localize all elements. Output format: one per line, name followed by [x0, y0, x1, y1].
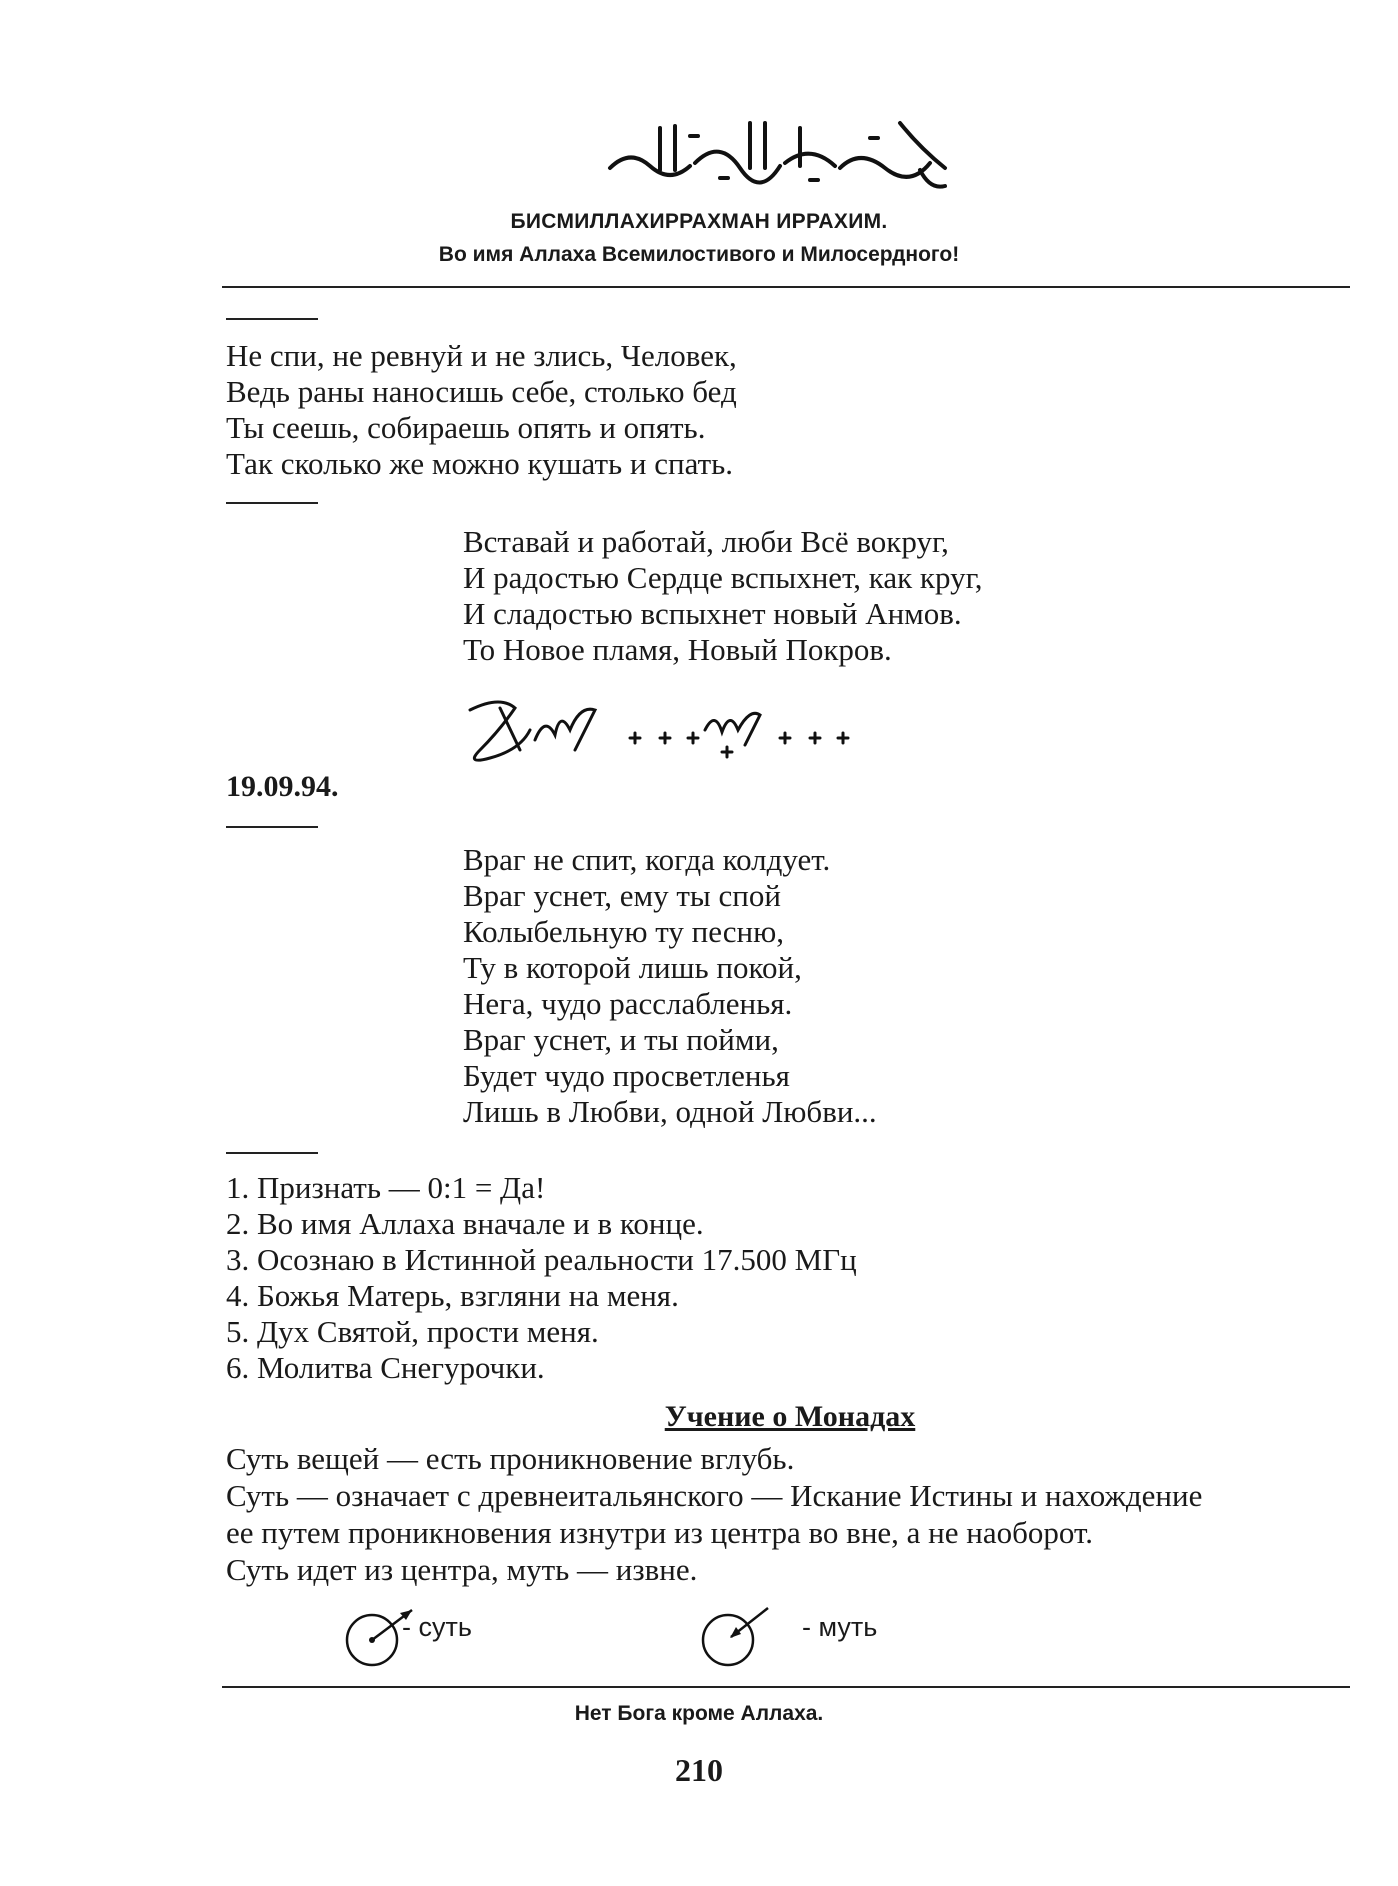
verse-line: То Новое пламя, Новый Покров.	[463, 632, 892, 667]
verse-line: И радостью Сердце вспыхнет, как круг,	[463, 560, 983, 595]
section-heading-text: Учение о Монадах	[664, 1400, 916, 1433]
paragraph-line: Суть идет из центра, муть — извне.	[226, 1552, 698, 1587]
footer-divider	[222, 1686, 1350, 1688]
bismillah-calligraphy	[600, 108, 960, 200]
stanza-3	[463, 842, 877, 1130]
verse-line: Враг уснет, ему ты спой	[463, 878, 781, 913]
sut-label: - суть	[402, 1612, 472, 1642]
mut-symbol-icon	[696, 1600, 776, 1670]
verse-line: Враг не спит, когда колдует.	[463, 842, 831, 877]
verse-line: Будет чудо просветленья	[463, 1058, 790, 1093]
stanza-1	[226, 338, 737, 482]
stanza-separator	[226, 1152, 318, 1154]
footer-text: Нет Бога кроме Аллаха.	[574, 1702, 824, 1725]
mut-label: - муть	[802, 1612, 878, 1642]
stanza-2	[463, 524, 983, 668]
list-item: 3. Осознаю в Истинной реальности 17.500 МГц	[226, 1242, 857, 1277]
verse-line: Враг уснет, и ты пойми,	[463, 1022, 779, 1057]
list-item: 5. Дух Святой, прости меня.	[226, 1314, 599, 1349]
header-title: БИСМИЛЛАХИРРАХМАН ИРРАХИМ.	[510, 210, 888, 233]
numbered-list	[226, 1170, 857, 1386]
verse-line: Не спи, не ревнуй и не злись, Человек,	[226, 338, 737, 373]
entry-date: 19.09.94.	[226, 770, 339, 803]
list-item: 1. Признать — 0:1 = Да!	[226, 1170, 546, 1205]
paragraph-line: Суть вещей — есть проникновение вглубь.	[226, 1441, 795, 1476]
stanza-separator	[226, 826, 318, 828]
stanza-separator	[226, 318, 318, 320]
verse-line: Ты сеешь, собираешь опять и опять.	[226, 410, 706, 445]
verse-line: Лишь в Любви, одной Любви...	[463, 1094, 877, 1129]
section-heading	[0, 1400, 1398, 1434]
verse-line: Вставай и работай, люби Всё вокруг,	[463, 524, 949, 559]
list-item: 2. Во имя Аллаха вначале и в конце.	[226, 1206, 704, 1241]
verse-line: Ведь раны наносишь себе, столько бед	[226, 374, 737, 409]
verse-line: Ту в которой лишь покой,	[463, 950, 802, 985]
page-number: 210	[675, 1752, 723, 1788]
list-item: 4. Божья Матерь, взгляни на меня.	[226, 1278, 679, 1313]
paragraph-line: Суть — означает с древнеитальянского — Искание Истины и нахождение	[226, 1478, 1203, 1513]
verse-line: Колыбельную ту песню,	[463, 914, 785, 949]
header-divider	[222, 286, 1350, 288]
verse-line: И сладостью вспыхнет новый Анмов.	[463, 596, 962, 631]
paragraph-line: ее путем проникновения изнутри из центра во вне, а не наоборот.	[226, 1515, 1093, 1550]
handwritten-signature	[460, 690, 950, 780]
header-subtitle: Во имя Аллаха Всемилостивого и Милосердного!	[438, 243, 960, 266]
list-item: 6. Молитва Снегурочки.	[226, 1350, 545, 1385]
verse-line: Нега, чудо расслабленья.	[463, 986, 793, 1021]
monad-paragraph	[226, 1440, 1354, 1588]
verse-line: Так сколько же можно кушать и спать.	[226, 446, 734, 481]
stanza-separator	[226, 502, 318, 504]
